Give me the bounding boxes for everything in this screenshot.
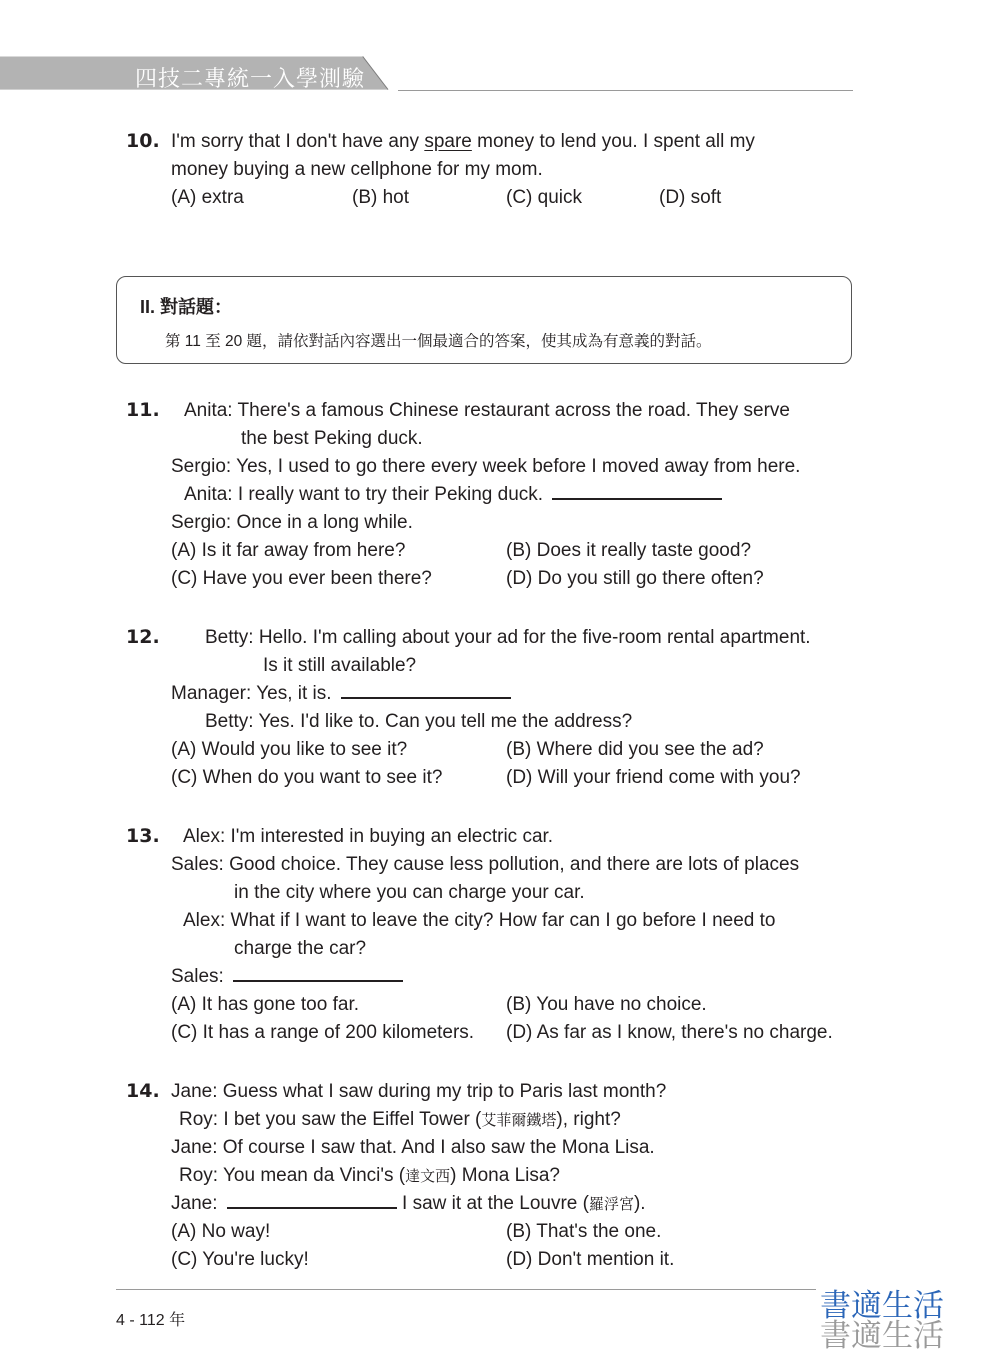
q14-option-c: (C) You're lucky! [171,1249,309,1270]
q12-blank [341,696,511,699]
q11-line4: Anita: I really want to try their Peking duck. [184,481,722,509]
q12-number: 12. [126,626,160,648]
q13-number: 13. [126,825,160,847]
q13-option-c: (C) It has a range of 200 kilometers. [171,1022,475,1043]
q10-option-a: (A) extra [171,187,244,208]
q14-option-d: (D) Don't mention it. [506,1249,675,1270]
q10-option-d: (D) soft [659,187,722,208]
q14-line2: Roy: I bet you saw the Eiffel Tower (艾菲爾鐵塔), right? [179,1109,621,1130]
q13-line6: Sales: [171,963,403,991]
q11-option-b: (B) Does it really taste good? [506,540,752,561]
header-title: 四技二專統一入學測驗 [135,66,366,91]
q12-option-c: (C) When do you want to see it? [171,767,443,788]
q13-line5: charge the car? [234,938,367,959]
q10-option-b: (B) hot [352,187,410,208]
q11-line5: Sergio: Once in a long while. [171,512,413,533]
q14-line5: Jane: I saw it at the Louvre (羅浮宮). [171,1193,646,1214]
q12-line2: Is it still available? [263,655,417,676]
q11-line3: Sergio: Yes, I used to go there every week before I moved away from here. [171,456,801,477]
q14-line3: Jane: Of course I saw that. And I also saw the Mona Lisa. [171,1137,655,1158]
q14-line4: Roy: You mean da Vinci's (達文西) Mona Lisa? [179,1165,560,1186]
footer-rule [116,1289,816,1290]
q11-blank [552,497,722,500]
page-number: 4 - 112 年 [116,1312,186,1329]
q13-line3: in the city where you can charge your car. [234,882,585,903]
q11-option-a: (A) Is it far away from here? [171,540,406,561]
q12-option-d: (D) Will your friend come with you? [506,767,801,788]
q13-line4: Alex: What if I want to leave the city? How far can I go before I need to [183,910,776,931]
q13-line1: Alex: I'm interested in buying an electric car. [183,826,554,847]
q14-line1: Jane: Guess what I saw during my trip to Paris last month? [171,1081,667,1102]
header-rule [398,90,853,91]
q12-line3: Manager: Yes, it is. [171,680,511,708]
q11-number: 11. [126,399,160,421]
q12-line4: Betty: Yes. I'd like to. Can you tell me the address? [205,711,633,732]
q13-blank [233,979,403,982]
q13-line2: Sales: Good choice. They cause less pollution, and there are lots of places [171,854,800,875]
section-instruction: 第 11 至 20 題，請依對話內容選出一個最適合的答案，使其成為有意義的對話。 [165,333,712,350]
q12-option-b: (B) Where did you see the ad? [506,739,764,760]
q10-option-c: (C) quick [506,187,583,208]
q10-number: 10. [126,130,160,152]
watermark-gray: 書適生活 [820,1318,944,1354]
q14-option-a: (A) No way! [171,1221,271,1242]
watermark-blue: 書適生活 [820,1288,944,1324]
q14-blank [227,1206,397,1209]
q10-line1: I'm sorry that I don't have any spare money to lend you. I spent all my [171,131,755,152]
q11-option-c: (C) Have you ever been there? [171,568,432,589]
q14-option-b: (B) That's the one. [506,1221,662,1242]
q11-option-d: (D) Do you still go there often? [506,568,764,589]
q12-line1: Betty: Hello. I'm calling about your ad for the five-room rental apartment. [205,627,811,648]
q12-option-a: (A) Would you like to see it? [171,739,408,760]
q11-line2: the best Peking duck. [241,428,423,449]
q13-option-d: (D) As far as I know, there's no charge. [506,1022,833,1043]
q10-line2: money buying a new cellphone for my mom. [171,159,543,180]
section-title: II. 對話題： [140,297,233,317]
q13-option-b: (B) You have no choice. [506,994,707,1015]
q14-number: 14. [126,1080,160,1102]
q13-option-a: (A) It has gone too far. [171,994,359,1015]
q11-line1: Anita: There's a famous Chinese restaurant across the road. They serve [184,400,790,421]
